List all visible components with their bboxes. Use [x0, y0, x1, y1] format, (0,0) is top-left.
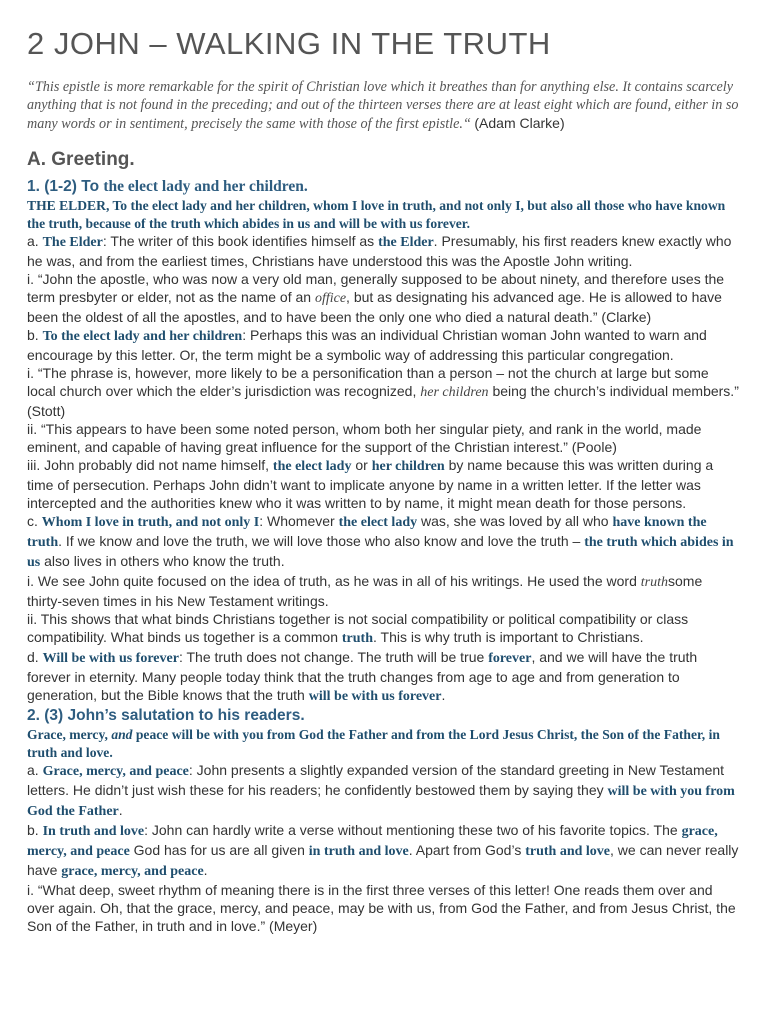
intro-quote — [27, 78, 741, 133]
paragraph-1b: b. To the elect lady and her children: Perhaps this was an individual Christian woman John wanted to warn and encourage by this letter. Or, the term might be a symbolic way of addressing this particular congregation. — [27, 327, 707, 364]
section-heading-greeting: A. Greeting. — [27, 149, 135, 170]
paragraph-1d: d. Will be with us forever: The truth does not change. The truth will be true forever, and we will have the truth forever in eternity. Many people today think that the truth changes from age to age and from generation to generation, but the Bible knows that the truth will be with us forever. — [27, 649, 698, 705]
paragraph-1c: c. Whom I love in truth, and not only I: Whomever the elect lady was, she was loved by all who have known the truth. If we know and love the truth, we will love those who also know and love the truth – the truth which abides in us also lives in others who know the truth. — [27, 513, 734, 571]
paragraph-1b-ii: ii. “This appears to have been some noted person, whom both her singular piety, and rank in the world, made eminent, and capable of having great influence for the support of the Christian interest.” (Poole) — [27, 421, 702, 456]
intro-quote-text: “This epistle is more remarkable for the spirit of Christian love which it breathes than for anything else. It contains scarcely anything that is not found in the preceding; and out of the thirteen verses there are at least eight which are found, either in so many words or in sentiment, precisely the same with those of the first epistle.“ — [27, 79, 739, 132]
page-title: 2 JOHN – WALKING IN THE TRUTH — [27, 26, 551, 61]
scripture-2john-1-2: THE ELDER, To the elect lady and her children, whom I love in truth, and not only I, but also all those who have known the truth, because of the truth which abides in us and will be with us forever. — [27, 198, 726, 231]
paragraph-1a-i: i. “John the apostle, who was now a very old man, generally supposed to be about ninety, and therefore uses the term presbyter or elder, not as the name of an office, but as designating his advanced age. He is allowed to have been the oldest of all the apostles, and to have been the only one who died a natural death.” (Clarke) — [27, 271, 725, 326]
paragraph-2b-i: i. “What deep, sweet rhythm of meaning there is in the first three verses of this letter! One reads them over and over again. Oh, that the grace, mercy, and peace, may be with us, from God the Father, and from Jesus Christ, the Son of the Father, in truth and in love.” (Meyer) — [27, 882, 736, 935]
scripture-2john-3: Grace, mercy, and peace will be with you from God the Father and from the Lord Jesus Christ, the Son of the Father, in truth and love. — [27, 727, 720, 760]
paragraph-1b-iii: iii. John probably did not name himself, the elect lady or her children by name because this was written during a time of persecution. Perhaps John didn’t want to implicate anyone by name in a written letter. If the letter was intercepted and the authorities knew who it was written to by name, it might mean death for those persons. — [27, 457, 714, 512]
paragraph-2a: a. Grace, mercy, and peace: John presents a slightly expanded version of the standard greeting in New Testament letters. He didn’t just wish these for his readers; he confidently bestowed them by saying they will be with you from God the Father. — [27, 762, 735, 820]
paragraph-1c-ii: ii. This shows that what binds Christians together is not social compatibility or political compatibility or class compatibility. What binds us together is a common truth. This is why truth is important to Christians. — [27, 611, 689, 647]
paragraph-1a: a. The Elder: The writer of this book identifies himself as the Elder. Presumably, his first readers knew exactly who he was, and from the earliest times, Christians have understood this was the Apostle John writing. — [27, 233, 732, 270]
paragraph-1b-i: i. “The phrase is, however, more likely to be a personification than a person – not the church at large but some local church over which the elder’s jurisdiction was recognized, her children being the church’s individual members.” (Stott) — [27, 365, 739, 420]
point-1-heading — [27, 177, 741, 196]
paragraph-1c-i: i. We see John quite focused on the idea of truth, as he was in all of his writings. He used the word truthsome thirty-seven times in his New Testament writings. — [27, 573, 703, 610]
point-1-title: the elect lady and her children. — [103, 178, 308, 195]
intro-attribution: (Adam Clarke) — [474, 115, 565, 131]
point-2-heading: 2. (3) John’s salutation to his readers. — [27, 707, 305, 725]
point-1-number: 1. (1-2) To — [27, 178, 100, 195]
paragraph-2b: b. In truth and love: John can hardly write a verse without mentioning these two of his favorite topics. The grace, mercy, and peace God has for us are all given in truth and love. Apart from God’s truth and love, we can never really have grace, mercy, and peace. — [27, 822, 739, 880]
